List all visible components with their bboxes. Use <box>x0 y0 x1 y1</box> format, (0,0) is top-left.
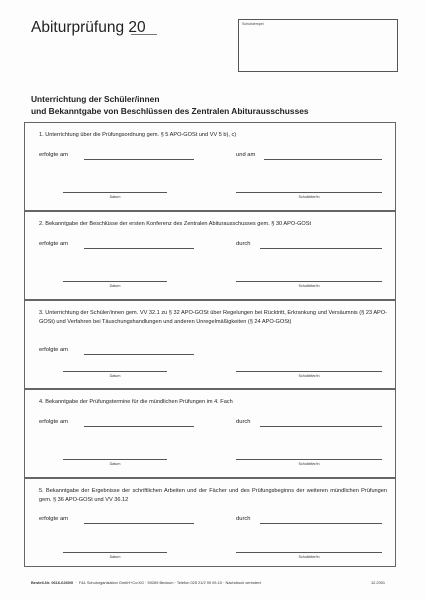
section-5-signature-caption: Schulleiter/in <box>298 555 320 559</box>
section-3-left-label: erfolgte am <box>39 347 68 353</box>
section-1-signature-caption: Schulleiter/in <box>298 195 320 199</box>
form-heading <box>31 93 309 117</box>
section-4-text: 4. Bekanntgabe der Prüfungstermine für die mündlichen Prüfungen im 4. Fach <box>39 399 233 405</box>
heading-line-1: Unterrichtung der Schüler/innen <box>31 94 160 104</box>
section-5 <box>24 478 396 567</box>
stamp-label: Schulstempel <box>242 22 264 26</box>
section-2-date-caption: Datum <box>109 284 121 288</box>
section-5-date-line[interactable] <box>84 523 194 524</box>
section-5-left-label: erfolgte am <box>39 516 68 522</box>
section-4-right-label: durch <box>236 419 251 425</box>
section-2-signature-line[interactable] <box>236 281 382 282</box>
section-3-signature-line[interactable] <box>236 371 382 372</box>
publisher-footer: Bestell-Nr. 0616-6260/0 · F&L Schulorganisation GmbH+Co.KG · 59269 Beckum · Telefon 025 21/2 99 09-10 · Nachdruck verboten! <box>31 580 262 585</box>
section-5-date-field-line[interactable] <box>63 552 167 553</box>
section-1-signature-line[interactable] <box>236 192 382 193</box>
section-3 <box>24 300 396 389</box>
section-1-date-field-line[interactable] <box>63 192 167 193</box>
section-5-text: 5. Bekanntgabe der Ergebnisse der schriftlichen Arbeiten und der Fächer und des Prüfungsbeginns der weiteren mündlichen Prüfungen gem. § 36 APO-GOSt und VV 36.12 <box>39 488 387 503</box>
section-4-date-caption: Datum <box>109 462 121 466</box>
section-1-second-date-line[interactable] <box>264 159 382 160</box>
form-date-code: 12.2001 <box>371 580 386 585</box>
section-4-by-line[interactable] <box>260 426 382 427</box>
section-1-text: 1. Unterrichtung über die Prüfungsordnung gem. § 5 APO-GOSt und VV 5 b), c) <box>39 132 237 138</box>
section-2-text: 2. Bekanntgabe der Beschlüsse der ersten Konferenz des Zentralen Abiturausschusses gem. § 30 APO-GOSt <box>39 221 312 227</box>
section-4-date-field-line[interactable] <box>63 459 167 460</box>
section-1-left-label: erfolgte am <box>39 152 68 158</box>
section-4-date-line[interactable] <box>84 426 194 427</box>
section-2-by-line[interactable] <box>260 248 382 249</box>
section-5-date-caption: Datum <box>109 555 121 559</box>
section-3-date-field-line[interactable] <box>63 371 167 372</box>
section-4 <box>24 389 396 478</box>
section-3-text: 3. Unterrichtung der Schüler/innen gem. VV 32.1 zu § 32 APO-GOSt über Regelungen bei Rücktritt, Erkrankung und Versäumnis (§ 23 APO-GOSt) und Verfahren bei Täuschungshandlungen und anderen Unregelmäßigkeiten (§ 24 APO-GOSt) <box>39 310 387 325</box>
order-number: Bestell-Nr. 0616-6260/0 <box>31 580 74 585</box>
section-1-right-label: und am <box>236 152 256 158</box>
section-2-date-field-line[interactable] <box>63 281 167 282</box>
section-1-date-caption: Datum <box>109 195 121 199</box>
section-2 <box>24 211 396 300</box>
section-2-left-label: erfolgte am <box>39 241 68 247</box>
section-4-left-label: erfolgte am <box>39 419 68 425</box>
section-1 <box>24 122 396 211</box>
section-5-signature-line[interactable] <box>236 552 382 553</box>
form-title: Abiturprüfung 20 <box>31 19 146 36</box>
year-fill-line[interactable] <box>131 34 157 35</box>
section-3-signature-caption: Schulleiter/in <box>298 374 320 378</box>
section-4-signature-line[interactable] <box>236 459 382 460</box>
section-5-right-label: durch <box>236 516 251 522</box>
section-3-date-caption: Datum <box>109 374 121 378</box>
section-2-right-label: durch <box>236 241 251 247</box>
school-stamp-box <box>238 19 398 72</box>
publisher-info: F&L Schulorganisation GmbH+Co.KG · 59269 Beckum · Telefon 025 21/2 99 09-10 · Nachdruck verboten! <box>78 580 262 585</box>
section-5-by-line[interactable] <box>260 523 382 524</box>
section-1-date-line[interactable] <box>84 159 194 160</box>
section-2-signature-caption: Schulleiter/in <box>298 284 320 288</box>
section-2-date-line[interactable] <box>84 248 194 249</box>
section-4-signature-caption: Schulleiter/in <box>298 462 320 466</box>
heading-line-2: und Bekanntgabe von Beschlüssen des Zentralen Abiturausschusses <box>31 106 309 116</box>
section-3-date-line[interactable] <box>84 354 194 355</box>
